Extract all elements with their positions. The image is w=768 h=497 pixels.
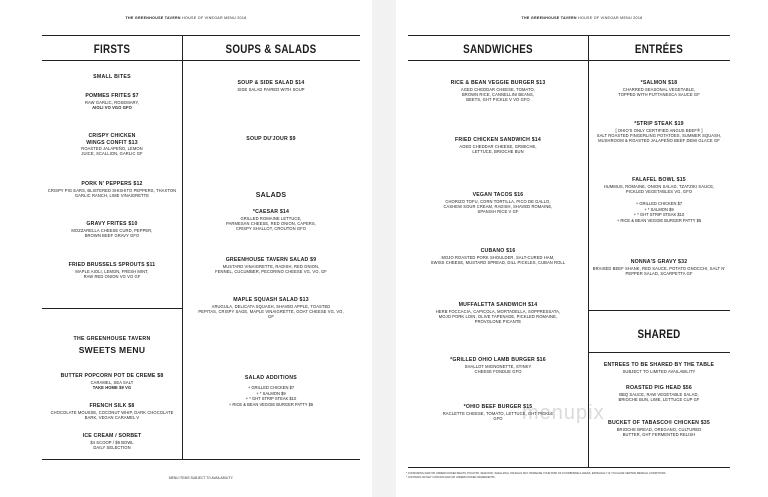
sandwiches-title: SANDWICHES bbox=[463, 42, 533, 56]
menu-item-soup-du-jour: SOUP DU'JOUR $9 bbox=[246, 136, 296, 142]
watermark: menupix bbox=[522, 402, 605, 424]
top-rule bbox=[42, 35, 360, 36]
shared-rule bbox=[588, 310, 730, 311]
menu-item-cubano: CUBANO $16 MOJO ROASTED PORK SHOULDER, SALT-CURED HAM, SWISS CHEESE, MUSTARD SPREAD, DILL PICKLES, CUBAN ROLL bbox=[430, 248, 566, 265]
entrees-title: ENTRÉES bbox=[634, 42, 684, 56]
menu-item-soup-side-salad: SOUP & SIDE SALAD $14 SIDE SALAD PAIRED WITH SOUP bbox=[237, 80, 305, 92]
entree-additions-list: + GRILLED CHICKEN $7 + * SALMON $9 + * GHT STRIP STEAK $10 + RICE & BEAN VEGGIE BURGER PATTY $5 bbox=[616, 201, 702, 223]
menu-item-beef-burger: *OHIO BEEF BURGER $15 RACLETTE CHEESE, TOMATO, LETTUCE, GHT PICKLE GFO bbox=[442, 404, 554, 421]
bottom-rule-right bbox=[408, 467, 730, 468]
soups-salads-title: SOUPS & SALADS bbox=[225, 42, 317, 56]
menu-item-pot-de-creme: BUTTER POPCORN POT DE CREME $8 CARAMEL, SEA SALT TAKE HOME $9 VG bbox=[60, 373, 164, 390]
menu-item-gravy-frites: GRAVY FRITES $10 MOZZARELLA CHEESE CURD, PEPPER, BROWN BEEF GRAVY GFO bbox=[71, 221, 153, 238]
menu-item-pork-n-peppers: PORK N' PEPPERS $12 CRISPY PIG EARS, BLISTERED SHISHITO PEPPERS, THAXTON GARLIC RANCH, LIME VINAIGRETTE bbox=[47, 181, 177, 198]
salads-title: SALADS bbox=[255, 192, 287, 199]
menu-item-brussels-sprouts: FRIED BRUSSELS SPROUTS $11 MAPLE AIOLI, LEMON, FRESH MINT, RAW RED ONION VG VO GF bbox=[68, 262, 156, 279]
menu-item-chicken-wings: CRISPY CHICKEN WINGS CONFIT $13 ROASTED JALAPEÑO, LEMON JUICE, SCALLION, GARLIC GF bbox=[81, 133, 143, 157]
page-gutter bbox=[372, 0, 396, 497]
title-rule-right bbox=[408, 60, 730, 61]
menu-item-vegan-tacos: VEGAN TACOS $16 CHORIZO TOFU, CORN TORTILLA, PICO DE GALLO, CASHEW SOUR CREAM, RADISH, SHAVED ROMAINE, SPANISH RICE V GF bbox=[443, 192, 553, 214]
menu-page-right bbox=[396, 0, 768, 497]
shared-title-rule bbox=[588, 352, 730, 353]
shared-intro: ENTREES TO BE SHARED BY THE TABLE SUBJECT TO LIMITED AVAILABILITY bbox=[603, 362, 715, 374]
sweets-rule bbox=[42, 308, 182, 309]
menu-item-greenhouse-salad: GREENHOUSE TAVERN SALAD $9 MUSTARD VINAIGRETTE, RADISH, RED ONION, FENNEL, CUCUMBER, PECORINO CHEESE VG, VO, GF bbox=[215, 257, 327, 274]
menu-item-caesar: *CAESAR $14 GRILLED ROMAINE LETTUCE, PARMESAN CHEESE, RED ONION, CAPERS, CRISPY SHALLOT, CROUTON GFO bbox=[226, 209, 316, 231]
menu-item-french-silk: FRENCH SILK $8 CHOCOLATE MOUSSE, COCONUT WHIP, DARK CHOCOLATE BARK, VEGAN CARAMEL V bbox=[50, 403, 174, 420]
salad-additions-list: + GRILLED CHICKEN $7 + * SALMON $9 + * GHT STRIP STEAK $10 + RICE & BEAN VEGGIE BURGER PATTY $5 bbox=[228, 385, 314, 407]
sweets-title: SWEETS MENU bbox=[78, 345, 146, 355]
menu-page-left bbox=[0, 0, 372, 497]
shared-title: SHARED bbox=[637, 327, 681, 341]
salad-additions-title: SALAD ADDITIONS bbox=[244, 375, 298, 381]
menu-item-strip-steak: *STRIP STEAK $19 [ OHIO'S ONLY CERTIFIED ANGUS BEEF® ] SALT ROASTED FINGERLING POTATOES, SUMMER SQUASH, MUSHROOM & ROASTED JALAPEÑO BEEF DEMI GLACE GF bbox=[596, 121, 722, 143]
menu-item-lamb-burger: *GRILLED OHIO LAMB BURGER $16 SHALLOT MIGNONETTE, STINKY CHEESE FONDUE GFO bbox=[450, 357, 546, 374]
page-header-right: THE GREENHOUSE TAVERN HOUSE OF VINEGAR MENU 2018 bbox=[521, 16, 643, 20]
top-rule-right bbox=[408, 35, 730, 36]
menu-item-pig-head: ROASTED PIG HEAD $56 BBQ SAUCE, RAW VEGETABLE SALAD, BRIOCHE BUN, LIME, LETTUCE CUP GF bbox=[618, 385, 700, 402]
menu-item-ice-cream: ICE CREAM / SORBET $4 SCOOP / $9 BOWL DAILY SELECTION bbox=[82, 433, 142, 450]
page-header: THE GREENHOUSE TAVERN HOUSE OF VINEGAR MENU 2018 bbox=[125, 16, 247, 20]
menu-item-fried-chicken-sandwich: FRIED CHICKEN SANDWICH $14 AGED CHEDDAR CHEESE, GRIBICHE, LETTUCE, BRIOCHE BUN bbox=[455, 137, 541, 154]
menu-item-maple-squash-salad: MAPLE SQUASH SALAD $13 ARUGULA, DELICATA SQUASH, SHAVED APPLE, TOASTED PEPITAS, CRISPY SAGE, MAPLE VINAIGRETTE, GOAT CHEESE VG, VO, GF bbox=[198, 297, 344, 319]
small-bites-title: SMALL BITES bbox=[93, 74, 131, 80]
firsts-title: FIRSTS bbox=[93, 42, 131, 56]
menu-item-salmon: *SALMON $18 CHARRED SEASONAL VEGETABLE, TOPPED WITH PUTTANESCA SAUCE GF bbox=[618, 80, 700, 97]
bottom-rule bbox=[42, 459, 360, 460]
menu-item-pommes-frites: POMMES FRITES $7 RAW GARLIC, ROSEMARY, AIOLI VO VGO GFO bbox=[84, 93, 140, 110]
menu-item-falafel-bowl: FALAFEL BOWL $15 HUMMUS, ROMAINE, ONION SALAD, TZATZIKI SAUCE, PICKLED VEGETABLES VG, GFO bbox=[603, 177, 715, 194]
consumption-warning: * CONSUMING RAW OR UNDERCOOKED MEATS, POULTRY, SEAFOOD, SHELLFISH, OR EGGS MAY INCREASE YOUR RISK OF FOODBORNE ILLNESS, ESPECIALLY IF YOU HAVE CERTAIN MEDICAL CONDITIONS. * CONTAINS OR MAY CONTAIN RAW OR UNDERCOOKED INGREDIENTS. bbox=[406, 472, 667, 479]
availability-note: MENU ITEMS SUBJECT TO AVAILABILITY. bbox=[168, 476, 234, 480]
menu-item-tabasco-chicken: BUCKET OF TABASCO® CHICKEN $35 BRIOCHE BREAD, OREGANO, CULTURED BUTTER, GHT FERMENTED RELISH bbox=[608, 420, 710, 437]
menu-item-veggie-burger: RICE & BEAN VEGGIE BURGER $13 AGED CHEDDAR CHEESE, TOMATO, BROWN RICE, CANNELLINI BEANS, BEETS, GHT PICKLE V VO GFO bbox=[450, 80, 546, 102]
menu-item-nonnas-gravy: NONNA'S GRAVY $32 BRAISED BEEF SHANK, RED SAUCE, POTATO GNOCCHI, SALT N' PEPPER SALAD, SCARPETTA GF bbox=[592, 259, 726, 276]
title-rule bbox=[42, 60, 360, 61]
sweets-subtitle: THE GREENHOUSE TAVERN bbox=[73, 336, 151, 342]
menu-item-muffaletta: MUFFALETTA SANDWICH $14 HERB FOCCACIA, CAPICOLA, MORTADELLA, SOPPRESSATA, MOJO PORK LOIN, OLIVE TAPENADE, PICKLED ROMAINE, PROVOLONE PICANTE bbox=[435, 302, 561, 324]
